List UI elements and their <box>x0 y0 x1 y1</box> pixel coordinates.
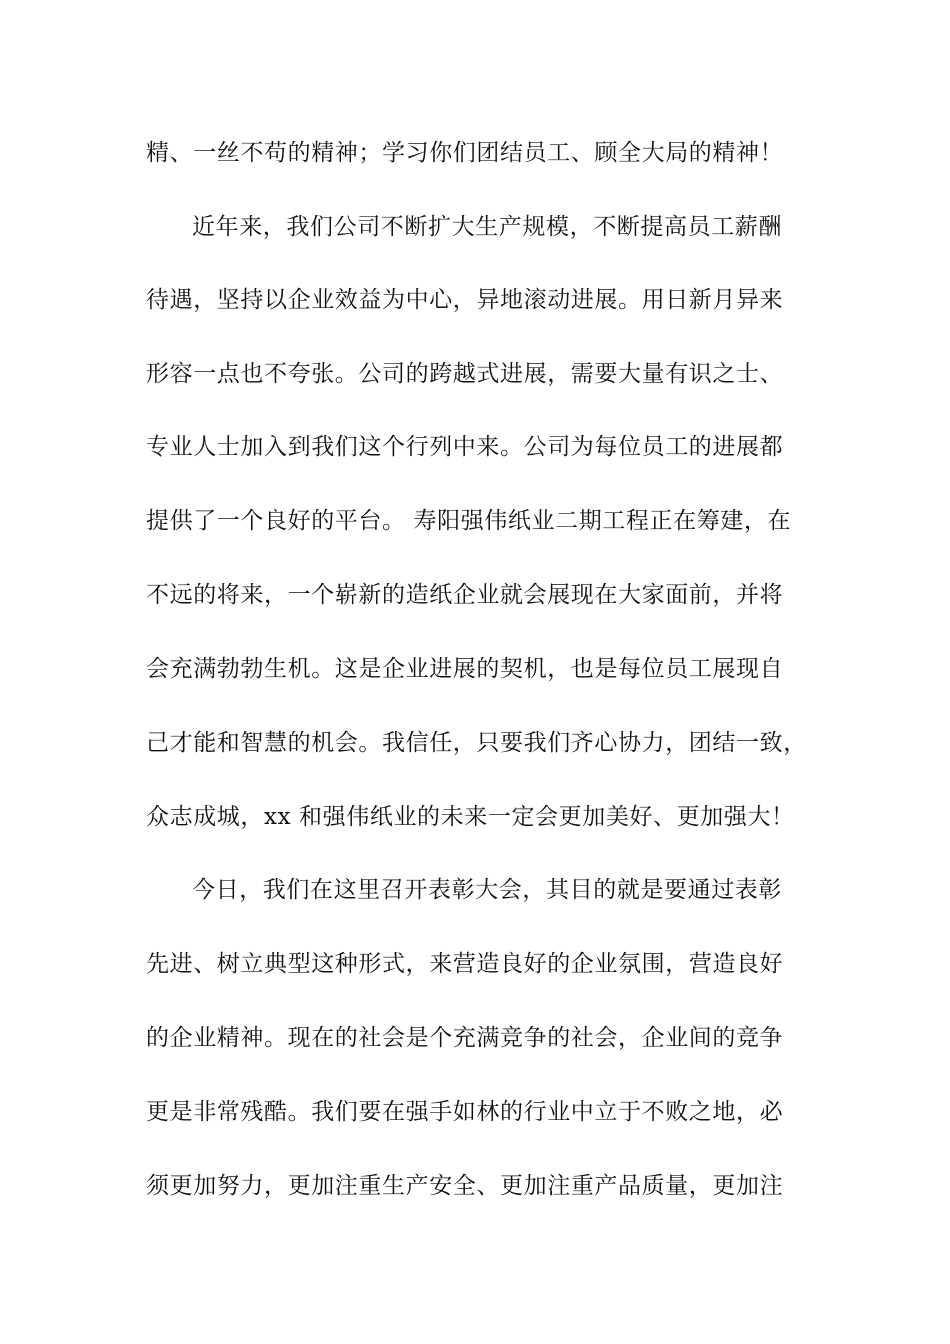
text-line: 待遇，坚持以企业效益为中心，异地滚动进展。用日新月异来 <box>146 287 784 313</box>
text-line: 己才能和智慧的机会。我信任，只要我们齐心协力，团结一致， <box>146 730 807 756</box>
text-line: 会充满勃勃生机。这是企业进展的契机，也是每位员工展现自 <box>146 656 784 682</box>
paragraph-start-line: 今日，我们在这里召开表彰大会，其目的就是要通过表彰 <box>192 877 782 903</box>
text-line: 的企业精神。现在的社会是个充满竞争的社会，企业间的竞争 <box>146 1025 784 1051</box>
text-line: 众志成城，xx 和强伟纸业的未来一定会更加美好、更加强大！ <box>146 804 795 830</box>
text-line: 先进、树立典型这种形式，来营造良好的企业氛围，营造良好 <box>146 951 784 977</box>
text-line: 须更加努力，更加注重生产安全、更加注重产品质量，更加注 <box>146 1173 784 1199</box>
text-line: 形容一点也不夸张。公司的跨越式进展，需要大量有识之士、 <box>146 361 784 387</box>
text-line: 专业人士加入到我们这个行列中来。公司为每位员工的进展都 <box>146 434 784 460</box>
text-line: 精、一丝不苟的精神；学习你们团结员工、顾全大局的精神！ <box>146 140 784 166</box>
text-line: 不远的将来，一个崭新的造纸企业就会展现在大家面前，并将 <box>146 582 784 608</box>
text-line: 提供了一个良好的平台。 寿阳强伟纸业二期工程正在筹建，在 <box>146 508 792 534</box>
paragraph-start-line: 近年来，我们公司不断扩大生产规模，不断提高员工薪酬 <box>192 214 782 240</box>
text-line: 更是非常残酷。我们要在强手如林的行业中立于不败之地，必 <box>146 1099 784 1125</box>
